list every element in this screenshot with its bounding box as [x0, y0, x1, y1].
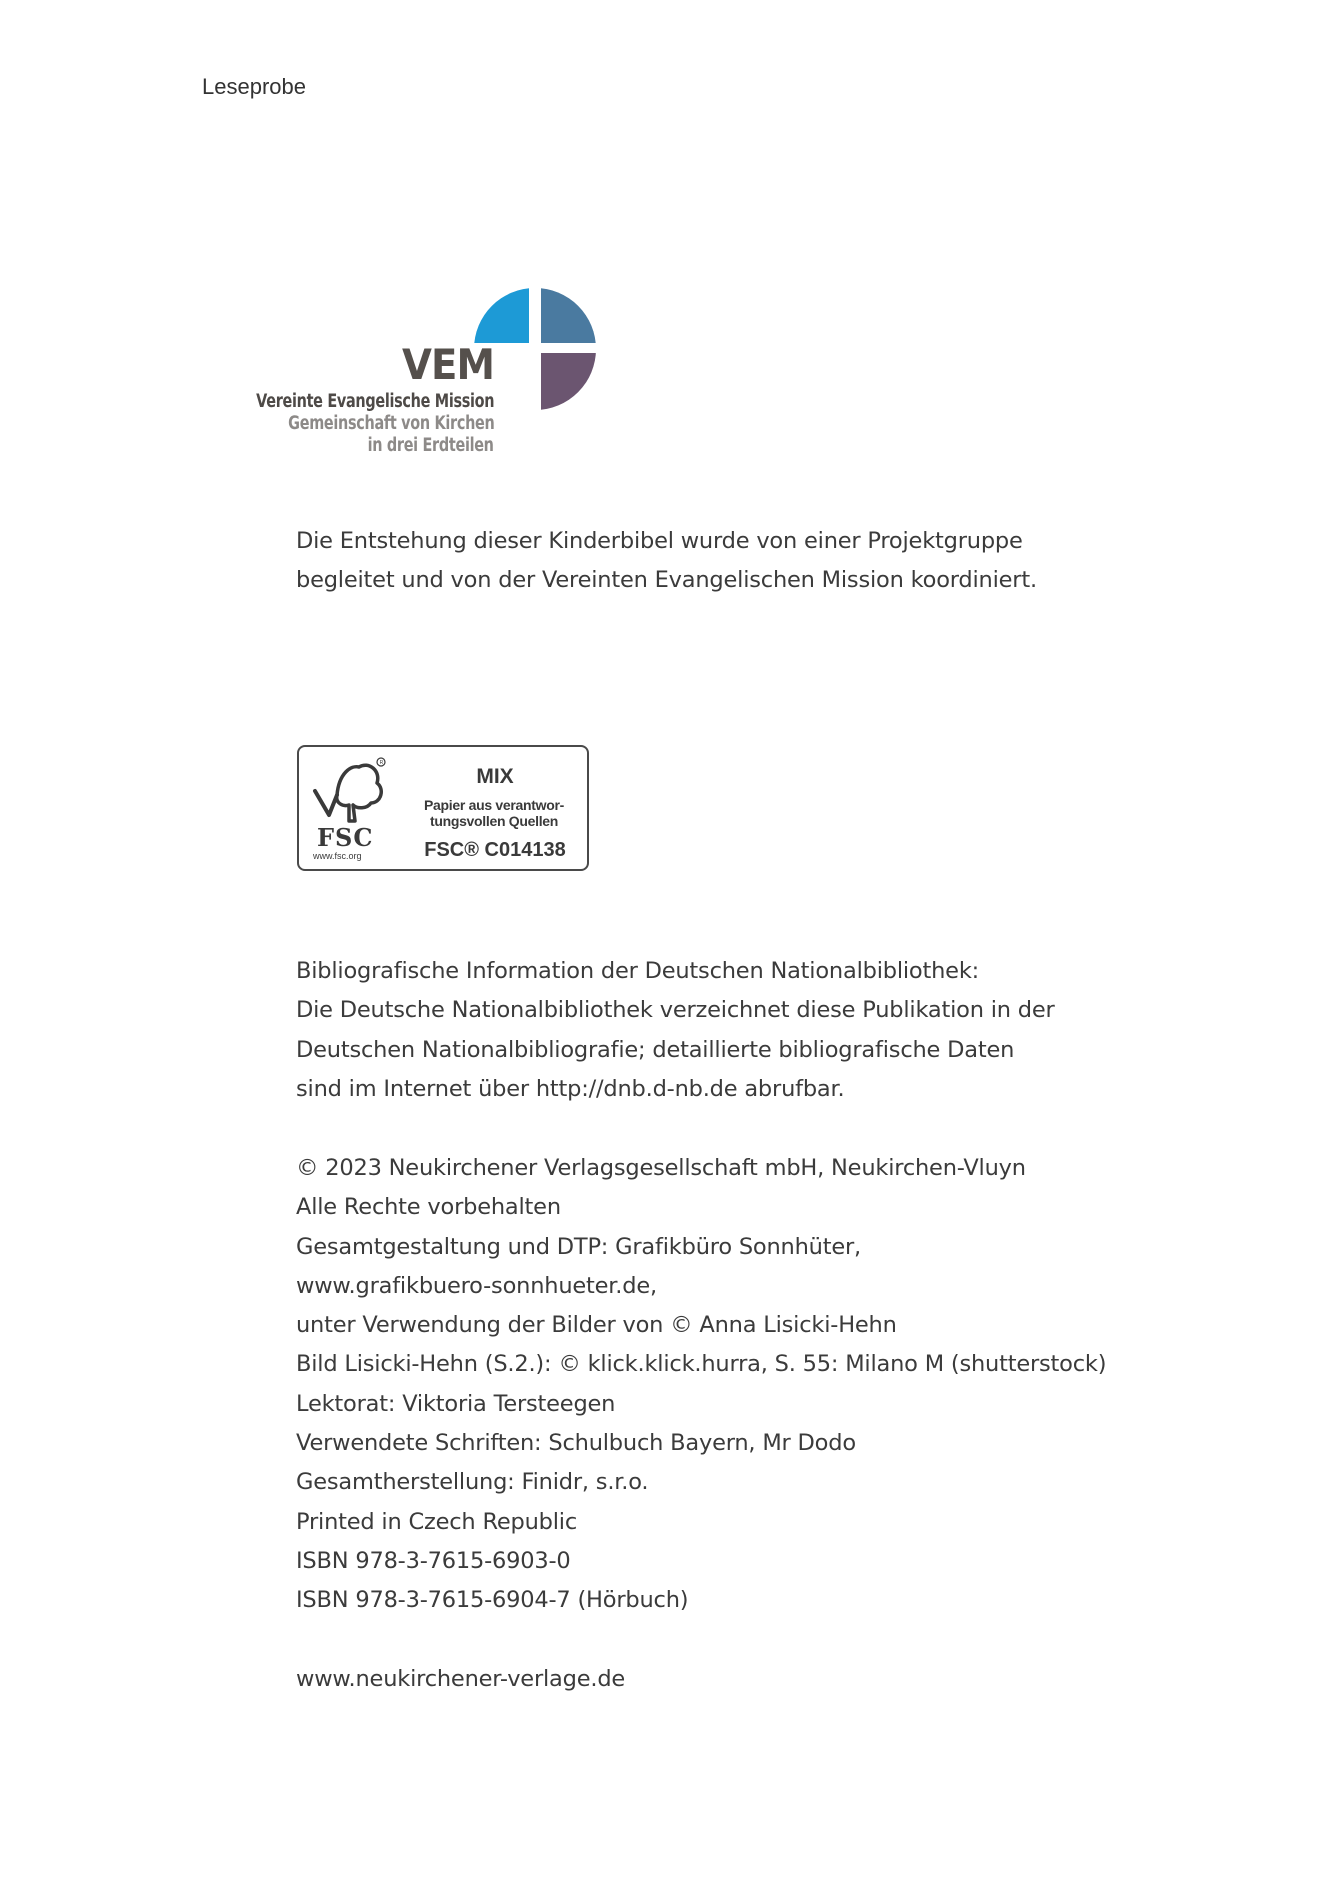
- fsc-license-code: FSC® C014138: [424, 839, 566, 861]
- fsc-description-line: tungsvollen Quellen: [429, 813, 559, 829]
- bibliographic-info: [296, 952, 1055, 1109]
- imprint-line: Printed in Czech Republic: [296, 1508, 578, 1535]
- imprint-line: ISBN 978-3-7615-6903-0: [296, 1547, 571, 1574]
- fsc-description: [401, 797, 587, 829]
- vem-name-line: Vereinte Evangelische Mission: [255, 391, 494, 412]
- imprint-line: ISBN 978-3-7615-6904-7 (Hörbuch): [296, 1587, 689, 1614]
- bibliographic-line: Deutschen Nationalbibliografie; detaillierte bibliografische Daten: [296, 1036, 1015, 1063]
- vem-logo: [255, 288, 600, 458]
- imprint-line: Alle Rechte vorbehalten: [296, 1194, 561, 1221]
- fsc-mix-label: MIX: [476, 765, 514, 788]
- bibliographic-line: sind im Internet über http://dnb.d-nb.de abrufbar.: [296, 1075, 845, 1102]
- intro-paragraph: [296, 522, 1037, 601]
- imprint-line: Gesamtgestaltung und DTP: Grafikbüro Sonnhüter,: [296, 1233, 861, 1260]
- imprint-line: Lektorat: Viktoria Tersteegen: [296, 1390, 616, 1417]
- fsc-logo-url: www.fsc.org: [313, 851, 362, 861]
- fsc-label: [297, 745, 589, 871]
- bibliographic-line: Bibliografische Information der Deutschen Nationalbibliothek:: [296, 958, 980, 984]
- vem-tagline-line1: Gemeinschaft von Kirchen: [287, 413, 494, 434]
- fsc-description-line: Papier aus verantwor-: [424, 797, 564, 813]
- intro-line: begleitet und von der Vereinten Evangelischen Mission koordiniert.: [296, 567, 1037, 594]
- imprint-line: www.grafikbuero-sonnhueter.de,: [296, 1272, 657, 1299]
- imprint-line: Gesamtherstellung: Finidr, s.r.o.: [296, 1469, 649, 1496]
- svg-text:R: R: [379, 760, 384, 766]
- publisher-website: www.neukirchener-verlage.de: [296, 1666, 626, 1692]
- imprint-line: unter Verwendung der Bilder von © Anna Lisicki-Hehn: [296, 1312, 897, 1339]
- imprint-line: © 2023 Neukirchener Verlagsgesellschaft mbH, Neukirchen-Vluyn: [296, 1155, 1026, 1181]
- bibliographic-line: Die Deutsche Nationalbibliothek verzeichnet diese Publikation in der: [296, 997, 1055, 1024]
- fsc-logo-text: FSC: [317, 823, 374, 852]
- imprint-line: Bild Lisicki-Hehn (S.2.): © klick.klick.hurra, S. 55: Milano M (shutterstock): [296, 1351, 1107, 1378]
- vem-tagline-line2: in drei Erdteilen: [367, 435, 494, 456]
- intro-line: Die Entstehung dieser Kinderbibel wurde von einer Projektgruppe: [296, 528, 1023, 554]
- imprint-line: Verwendete Schriften: Schulbuch Bayern, Mr Dodo: [296, 1430, 856, 1457]
- vem-abbreviation: VEM: [402, 340, 494, 389]
- imprint: [296, 1149, 1106, 1621]
- header-label: Leseprobe: [202, 74, 306, 99]
